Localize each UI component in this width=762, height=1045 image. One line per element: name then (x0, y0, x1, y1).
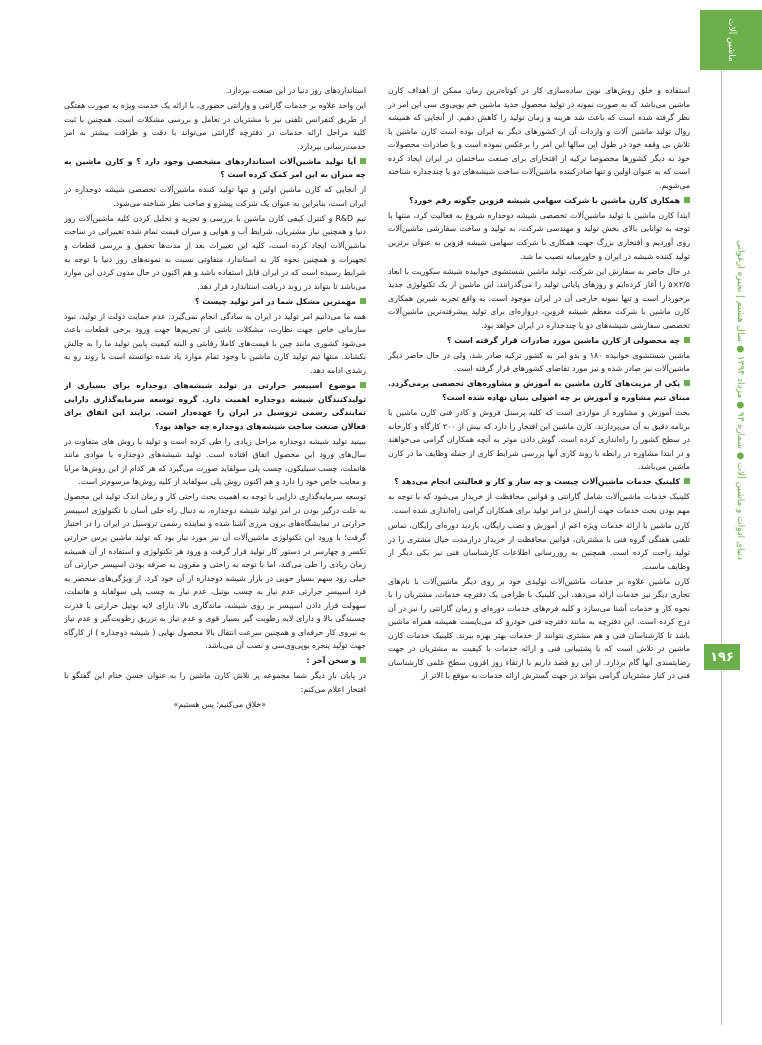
body-paragraph (64, 84, 366, 98)
body-paragraph (64, 435, 366, 489)
interview-question (64, 295, 366, 309)
paragraph-text: و سخن آخر : (306, 656, 356, 666)
body-paragraph (64, 183, 366, 210)
interview-question (64, 379, 366, 433)
body-paragraph (64, 669, 366, 696)
question-bullet-icon (360, 657, 366, 663)
paragraph-text: کلینیک خدمات ماشین‌آلات چیست و چه ساز و کار و فعالیتی انجام می‌دهد ؟ (394, 477, 680, 487)
interview-question (388, 194, 690, 208)
paragraph-text: ماشین شستشوی خوابیده ۱۸۰ و بدو امر به کشور ترکیه صادر شد، ولی در حال حاضر دیگر ماشین‌آلات نیز صادر شده و نیز مورد تقاضای کشورهای قرار گرفته است. (388, 350, 690, 374)
question-bullet-icon (360, 382, 366, 388)
body-paragraph (388, 519, 690, 573)
body-paragraph (388, 209, 690, 263)
article-column-right (388, 84, 690, 974)
interview-question (64, 654, 366, 668)
paragraph-text: همه ما می‌دانیم امر تولید در ایران به سادگی انجام نمی‌گیرد. عدم حمایت دولت از تولید، نبود سازمانی خاص جهت نظارت، مشکلات ناشی از تحریم‌ها جهت ورود برخی قطعات باعث می‌شود کشوری مانند چین با قیمت‌های کاملا رقابتی و البته کیفیت پایین تولید ما را به چالش بکشاند. منتها تیم تولید کارن ماشین با وجود تمام موارد یاد شده توانسته است با روند رو به رشدی ادامه دهد. (64, 311, 366, 375)
body-paragraph (64, 490, 366, 653)
body-paragraph (64, 310, 366, 378)
body-paragraph (64, 212, 366, 293)
body-paragraph (388, 406, 690, 474)
body-paragraph (388, 84, 690, 192)
body-paragraph (388, 490, 690, 517)
article-column-left (64, 84, 366, 974)
paragraph-text: استانداردهای روز دنیا در این صنعت بپردازد. (225, 86, 366, 95)
paragraph-text: در حال حاضر به سفارش این شرکت، تولید ماشین شستشوی خوابیده شیشه سکوریت با ابعاد ۲/۵×۵ را آغاز کرده‌ایم و روزهای پایانی تولید را می‌گذرانند، این ماشین از یک تکنولوژی جدید برخوردار است و تنها نمونه خارجی آن در ایران موجود است. به واقع تجربه شیرین همکاری کارن ماشین با شرکت معظم شیشه قزوین، دروازه‌ای برای تولید پیشرفته‌ترین ماشین‌آلات تخصصی سفارشی شیشه‌های دو یا چندجداره در ایران خواهد بود. (388, 266, 690, 330)
question-bullet-icon (684, 380, 690, 386)
paragraph-text: تیم R&D و کنترل کیفی کارن ماشین با بررسی و تجزیه و تحلیل کردن کلیه ماشین‌آلات روز دنیا و همچنین نیاز مشتریان، شرایط آب و هوایی و میزان قیمت تمام شده تغییراتی در ساخت ماشین‌آلات ایجاد کرده است، کلیه این تغییرات بعد از مدت‌ها تحقیق و بررسی قطعات و تجهیزات و همچنین نحوه کار به استاندارد متفاوتی نسبت به نمونه‌های روز دنیا با توجه به شرایط رسیده است که در ایران قابل استفاده باشد و هم اکنون در حال مدون کردن این موارد می‌باشد تا بتواند در روند دریافت استاندارد قرار دهد. (64, 213, 366, 291)
paragraph-text: آیا تولید ماشین‌آلات استانداردهای مشخصی وجود دارد ؟ و کارن ماشین به چه میزان به این امر کمک کرده است ؟ (64, 156, 366, 180)
closing-slogan (64, 698, 366, 712)
paragraph-text: ابتدا کارن ماشین با تولید ماشین‌آلات تخصصی شیشه دوجداره شروع به فعالیت کرد، منتها با توجه به توانایی بالای بخش تولید و مهندسی شرکت، به تولید و ساخت سفارشی ماشین‌آلات روی آوردیم و افتخاری بزرگ جهت همکاری با شرکت سهامی شیشه قزوین به عنوان برترین تولید کننده شیشه در ایران و خاورمیانه نصیب ما شد. (388, 210, 690, 261)
paragraph-text: این واحد علاوه بر خدمات گارانتی و وارانتی حضوری، با ارائه یک خدمت ویژه به صورت هفتگی از طریق کنفرانس تلفنی نیز با مشتریان در تعامل و بررسی مشکلات است. همچنین با ثبت کلیه مراحل ارائه خدمات در دفترچه گارانتی می‌تواند با دقت و ظرافت بیشتر به امر خدمت‌رسانی بپردازد. (64, 101, 366, 151)
page-number: ۱۹۶ (704, 644, 740, 670)
paragraph-text: در پایان بار دیگر شما مجموعه پر تلاش کارن ماشین را به عنوان حسن ختام این گفتگو با افتخار اعلام می‌کنم: (64, 671, 366, 695)
paragraph-text: بحث آموزش و مشاوره از مواردی است که کلیه پرسنل فروش و کادر فنی کارن ماشین با برنامه دقیق به آن می‌پردازند. کارن ماشین این افتخار را دارد که بیش از ۲۰۰ کارگاه و کارخانه در سطح کشور را راه‌اندازی کرده است. گوش دادن موثر به آنچه همکاران گرامی می‌خواهند و در ابتدا مشاوره در رابطه با روند کاری آنها بررسی شرایط کاری از جمله وظایف ما در کارن ماشین می‌باشد. (388, 408, 690, 472)
body-paragraph (388, 265, 690, 333)
body-paragraph (388, 575, 690, 683)
issue-line-text: دنیای ادوات و ماشین آلات ● شماره ۹۳ ● مرداد ۱۳۹۴ ● سال هشتم | نجیره ارغوانی (735, 240, 745, 560)
section-tab (700, 10, 762, 70)
paragraph-text: کارن ماشین علاوه بر خدمات ماشین‌آلات تولیدی خود بر روی دیگر ماشین‌آلات با نام‌های تجاری دیگر نیز خدمات ارائه می‌دهد. این کلینیک با طراحی یک دفترچه خدمات، مشتریان را با نحوه کار و خدمات آشنا می‌سازد و کلیه فرم‌های خدمات دوره‌ای و زمان گارانتی را نیز در آن درج کرده است. این دفترچه به مانند دفترچه فنی خودرو که می‌بایست همیشه همراه ماشین باشد تا کارشناسان فنی و هم مشتری بتوانند از خدمات بهتر بهره ببرند. کلینیک خدمات کارن ماشین در تلاش است که با پشتیبانی فنی و ارائه خدمات با کیفیت به مشتریان در جهت رضایتمندی آنها گام بردارد. از این رو قصد داریم با ارتقاء روز افزون سطح علمی کارشناسان فنی در کنار مشتریان گرامی بتواند در جهت گسترش ارائه خدمات به موقع با الاتر از (388, 576, 690, 681)
paragraph-text: توسعه سرمایه‌گذاری دارایی با توجه به اهمیت بحث راحتی کار و زمان اندک تولید این محصول به علت درگیر بودن در امر تولید شیشه دوجداره، به دنبال راه حلی آسان با تکنولوژی اسپیسر حرارتی در نمایشگاه‌های برون مرزی آشنا شده و نماینده رسمی تروسیل در ایران را در اختیار گرفت؛ با ورود این تکنولوژی ماشین‌آلات آن نیز مورد نیاز بود که تولید ماشین پرس حرارتی تکسر و چهارسر در دستور کار تولید قرار گرفت و ورود هر تکنولوژی و استفاده از آن همیشه زمان زیادی را طی می‌کند، اما با توجه به راحتی و مقرون به صرفه بودن اسپیسر حرارتی آن خیلی زود سهم بسیار خوبی در بازار شیشه دوجداره از آن خود کرد. از ویژگی‌های منحصر به فرد اسپیسر حرارتی عدم نیاز به چسب بوتیل، عدم نیاز به چسب پلی سولفاید و هاتملت، سهولت قرار دادن اسپیسر بر روی شیشه، ماندگاری بالا، دارای لایه بوتیل حرارتی با قدرت چسبندگی بالا و دارای لایه رطوبت گیر بسیار قوی و عدم نیاز به تزریق رطوبت‌گیر و عدم نیاز به نیروی کار حرفه‌ای و همچنین سرعت انتقال بالا محصول نهایی ( شیشه دوجداره ) از کارگاه جهت تولید پنجره یوپی‌وی‌سی و نصب آن می‌باشد. (64, 492, 366, 651)
section-tab-label: ماشین آلات (726, 18, 736, 62)
question-bullet-icon (684, 197, 690, 203)
question-bullet-icon (684, 337, 690, 343)
paragraph-text: یکی از مزیت‌های کارن ماشین به آموزش و مشاوره‌های تخصصی پرمی‌گردد. مبنای تیم مشاوره و آموزش بر چه اصولی بنیان نهاده شده است؟ (388, 379, 690, 403)
paragraph-text: کلینیک خدمات ماشین‌آلات شامل گارانتی و قوانین محافظت از خریدار می‌شود که با توجه به مهم بودن بحث خدمات جهت آرامش در امر تولید برای همکاران گرامی راه‌اندازی شده است. (388, 492, 690, 515)
margin-rule (721, 70, 722, 1025)
paragraph-text: ببینید تولید شیشه دوجداره مراحل زیادی را طی کرده است و تولید با روش های متفاوت در سال‌های ورود این محصول اتفاق افتاده است. تولید شیشه‌های دوجداره با موادی مانند هاتملت، چسب سیلیکون، چسب پلی سولفاید صورت می‌گیرد که هر کدام از این روش‌ها مزایا و معایب خاص خود را دارد و هم اکنون روش پلی سولفاید از کلیه روش‌ها مرسوم‌تر است. (64, 436, 366, 487)
interview-question (388, 475, 690, 489)
paragraph-text: همکاری کارن ماشین با شرکت سهامی شیشه قزوین چگونه رقم خورد؟ (409, 195, 680, 205)
interview-question (388, 334, 690, 348)
question-bullet-icon (360, 298, 366, 304)
paragraph-text: از آنجایی که کارن ماشین اولین و تنها تولید کننده ماشین‌آلات تخصصی شیشه دوجداره در ایران است، بنابراین به عنوان یک شرکت پیشرو و صاحب نظر شناخته می‌شود. (64, 185, 366, 208)
interview-question (388, 377, 690, 404)
question-bullet-icon (360, 158, 366, 164)
paragraph-text: مهمترین مشکل شما در امر تولید چیست ؟ (194, 296, 356, 306)
interview-question (64, 155, 366, 182)
body-paragraph (388, 349, 690, 376)
body-paragraph (64, 99, 366, 153)
question-bullet-icon (684, 478, 690, 484)
paragraph-text: چه محصولی از کارن ماشین مورد صادرات قرار گرفته است ؟ (446, 335, 680, 345)
paragraph-text: موضوع اسپیسر حرارتی در تولید شیشه‌های دوجداره برای بسیاری از تولیدکنندگان شیشه دوجداره اهمیت دارد. گروه توسعه سرمایه‌گذاری دارایی تمایندگی رسمی تروسیل در ایران را عهده‌دار است. برایند این اتفاق برای فعالان صنعت ساخت شیشه‌های دوجداره چه خواهد بود؟ (64, 380, 366, 431)
paragraph-text: کارن ماشین با ارائه خدمات ویژه اعم از آموزش و نصب رایگان، بازدید دوره‌ای رایگان، تماس تلفنی هفتگی گروه فنی با مشتریان، قوانین محافظت از خریدار درازمدت خیال مشتری را در تولید راحت کرده است. همچنین به روزرسانی اطلاعات کارشناسان فنی نیز یکی دیگر از وظایف ماست. (388, 520, 690, 571)
paragraph-text: استفاده و خلق روش‌های نوین ساده‌سازی کار در کوتاه‌ترین زمان ممکن از اهداف کارن ماشین می‌باشد که به صورت نمونه در تولید محصول جدید ماشین خم یوپی‌وی سی این امر در نظر گرفته شده است که باعث شد هزینه و زمان تولید را کاهش دهیم. از آنجایی که همیشه روال تولید ماشین آلات و واردات آن از کشورهای دیگر به ایران بوده است کارن ماشین با تلاش بی وقفه خود در طول این سالها این امر را برعکس نموده است و با صادرات محصولات خود به دیگر کشورها مخصوصا ترکیه از افتخارای برای صنعت ساختمان در ایران ایجاد کرده است که به عنوان اولین و تنها صادرکننده ماشین‌آلات ساخت شیشه‌های دو یا چندجداره شناخته می‌شویم. (388, 86, 690, 190)
paragraph-text: «خلاق می‌کنیم؛ پس هستیم» (173, 700, 266, 710)
